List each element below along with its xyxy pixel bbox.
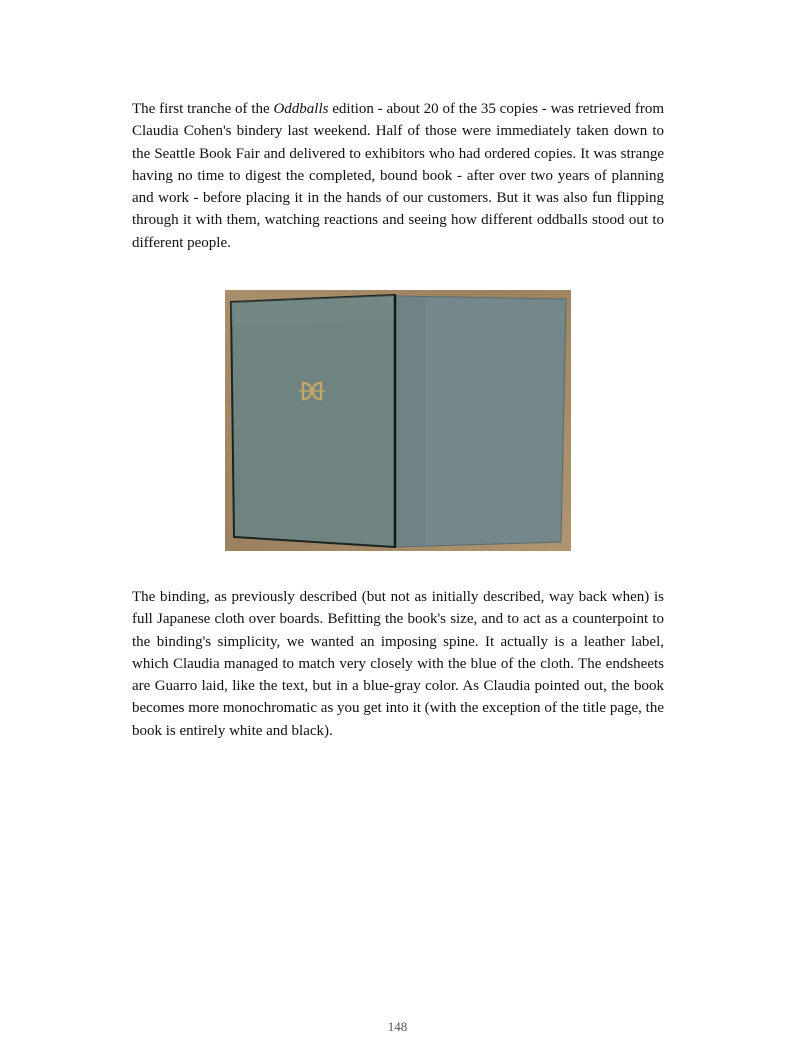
book-title: Oddballs: [273, 101, 329, 117]
body-paragraph-1: [132, 98, 664, 254]
body-paragraph-2: The binding, as previously described (but not as initially described, way back when) is full Japanese cloth over boards. Befitting the book's size, and to act as a counterpoint to the binding's simplicity, we wanted an imposing spine. It actually is a leather label, which Claudia managed to match very closely with the blue of the cloth. The endsheets are Guarro laid, like the text, but in a blue-gray color. As Claudia pointed out, the book becomes more monochromatic as you get into it (with the exception of the title page, the book is entirely white and black).: [132, 589, 664, 739]
book-illustration: [225, 290, 571, 551]
front-cover: [231, 295, 395, 547]
page-number: 148: [387, 1019, 408, 1034]
paragraph-1-lead: The first tranche of the: [132, 101, 274, 117]
book-binding-photo: [225, 290, 571, 551]
paragraph-1-rest: edition - about 20 of the 35 copies - was retrieved from Claudia Cohen's bindery last weekend. Half of those were immediately taken down to the Seattle Book Fair and delivered to exhibitors who had ordered copies. It was strange having no time to digest the completed, bound book - after over two years of planning and work - before placing it in the hands of our customers. But it was also fun flipping through it with them, watching reactions and seeing how different oddballs stood out to different people.: [132, 101, 664, 251]
